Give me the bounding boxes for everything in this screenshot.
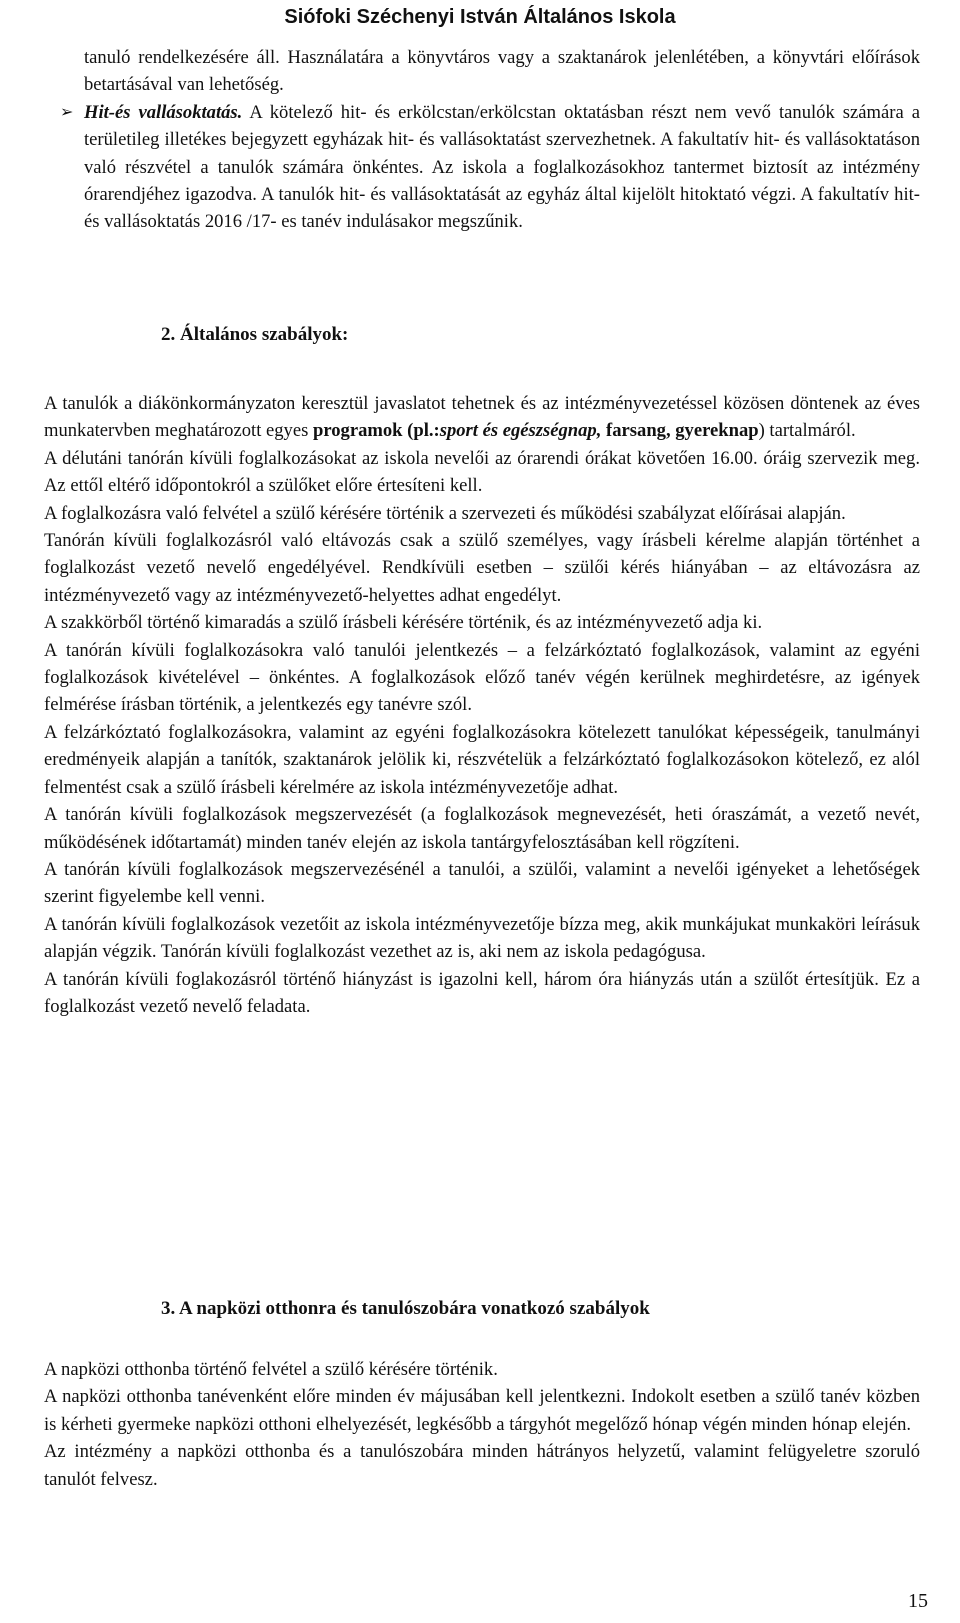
paragraph: A felzárkóztató foglalkozásokra, valamint az egyéni foglalkozásokra kötelezett tanulókat képességeik, tanulmányi eredményeik alapján a tanítók, szaktanárok jelölik ki, részvételük a felzárkóztató foglalkozásokon kötelező, ez alól felmentést csak a szülő írásbeli kérelmére az iskola intézményvezetője adhat. xyxy=(44,721,920,798)
page-number: 15 xyxy=(908,1590,928,1612)
section-2-heading: 2. Általános szabályok: xyxy=(161,324,349,345)
paragraph: A délutáni tanórán kívüli foglalkozásokat az iskola nevelői az órarendi órákat követően 16.00. óráig szervezik meg. Az ettől eltérő időpontokról a szülőket előre értesíteni kell. xyxy=(44,447,920,497)
school-header: Siófoki Széchenyi István Általános Iskola xyxy=(284,6,676,28)
section-3-body xyxy=(44,1356,920,1493)
section-3 xyxy=(44,1298,920,1320)
paragraph: A tanórán kívüli foglalkozások vezetőit az iskola intézményvezetője bízza meg, akik munkájukat munkaköri leírásuk alapján végzik. Tanórán kívüli foglalkozást vezethet az is, aki nem az iskola pedagógusa. xyxy=(44,913,920,963)
arrow-bullet-icon: ➢ xyxy=(60,103,74,121)
bullet-text: A kötelező hit- és erkölcstan/erkölcstan oktatásban részt nem vevő tanulók számára a területileg illetékes bejegyzett egyházak hit- és vallásoktatást szervezhetnek. A fakultatív hit- és vallásoktatáson való részvétel a tanulók számára önkéntes. Az iskola a foglalkozásokhoz tantermet biztosít az intézmény órarendjéhez igazodva. A tanulók hit- és vallásoktatását az egyház által kijelölt hitoktató végzi. A fakultatív hit- és vallásoktatás 2016 /17- es tanév indulásakor megszűnik. xyxy=(84,101,920,233)
section-3-heading: 3. A napközi otthonra és tanulószobára vonatkozó szabályok xyxy=(161,1298,650,1319)
paragraph: A napközi otthonba történő felvétel a szülő kérésére történik. xyxy=(44,1359,498,1380)
section-2-body xyxy=(44,390,920,1020)
paragraph: A tanórán kívüli foglakozásról történő hiányzást is igazolni kell, három óra hiányzás után a szülőt értesítjük. Ez a foglalkozást vezető nevelő feladata. xyxy=(44,968,920,1017)
library-continuation: tanuló rendelkezésére áll. Használatára a könyvtáros vagy a szaktanárok jelenlétében, a könyvtári előírások betartásával van lehetőség. xyxy=(84,47,920,96)
section-2 xyxy=(44,324,920,346)
paragraph: A tanórán kívüli foglalkozások megszervezésénél a tanulói, a szülői, valamint a nevelői igényeket a lehetőségek szerint figyelembe kell venni. xyxy=(44,858,920,908)
paragraph: A tanulók a diákönkormányzaton keresztül javaslatot tehetnek és az intézményvezetéssel közösen döntenek az éves munkatervben meghatározott egyes programok (pl.:sport és egészségnap, farsang, gyereknap) tartalmáról. xyxy=(44,393,920,442)
paragraph: A tanórán kívüli foglalkozásokra való tanulói jelentkezés – a felzárkóztató foglalkozások, valamint az egyéni foglalkozások kivételével – önkéntes. A foglalkozások előző tanév végén kerülnek meghirdetésre, az igények felmérése írásban történik, a jelentkezés egy tanévre szól. xyxy=(44,639,920,716)
paragraph: A napközi otthonba tanévenként előre minden év májusában kell jelentkezni. Indokolt esetben a szülő tanév közben is kérheti gyermeke napközi otthoni elhelyezését, legkésőbb a tárgyhót megelőző hónap végén minden hónap elején. xyxy=(44,1386,920,1435)
paragraph: A foglalkozásra való felvétel a szülő kérésére történik a szervezeti és működési szabályzat előírásai alapján. xyxy=(44,502,846,524)
bullet-title: Hit-és vallásoktatás. xyxy=(84,101,243,123)
top-block xyxy=(44,44,920,236)
paragraph: A szakkörből történő kimaradás a szülő írásbeli kérésére történik, és az intézményvezető adja ki. xyxy=(44,612,763,634)
paragraph: Az intézmény a napközi otthonba és a tanulószobára minden hátrányos helyzetű, valamint felügyeletre szoruló tanulót felvesz. xyxy=(44,1441,920,1490)
religion-bullet xyxy=(44,99,920,236)
paragraph: A tanórán kívüli foglalkozások megszervezését (a foglalkozások megnevezését, heti óraszámát, a vezető nevét, működésének időtartamát) minden tanév elején az iskola tantárgyfelosztásában kell rögzíteni. xyxy=(44,804,920,853)
paragraph: Tanórán kívüli foglalkozásról való eltávozás csak a szülő személyes, vagy írásbeli kérelme alapján történhet a foglalkozást vezető nevelő engedélyével. Rendkívüli esetben – szülői kérés hiányában – az eltávozásra az intézményvezető vagy az intézményvezető-helyettes adhat engedélyt. xyxy=(44,530,920,606)
